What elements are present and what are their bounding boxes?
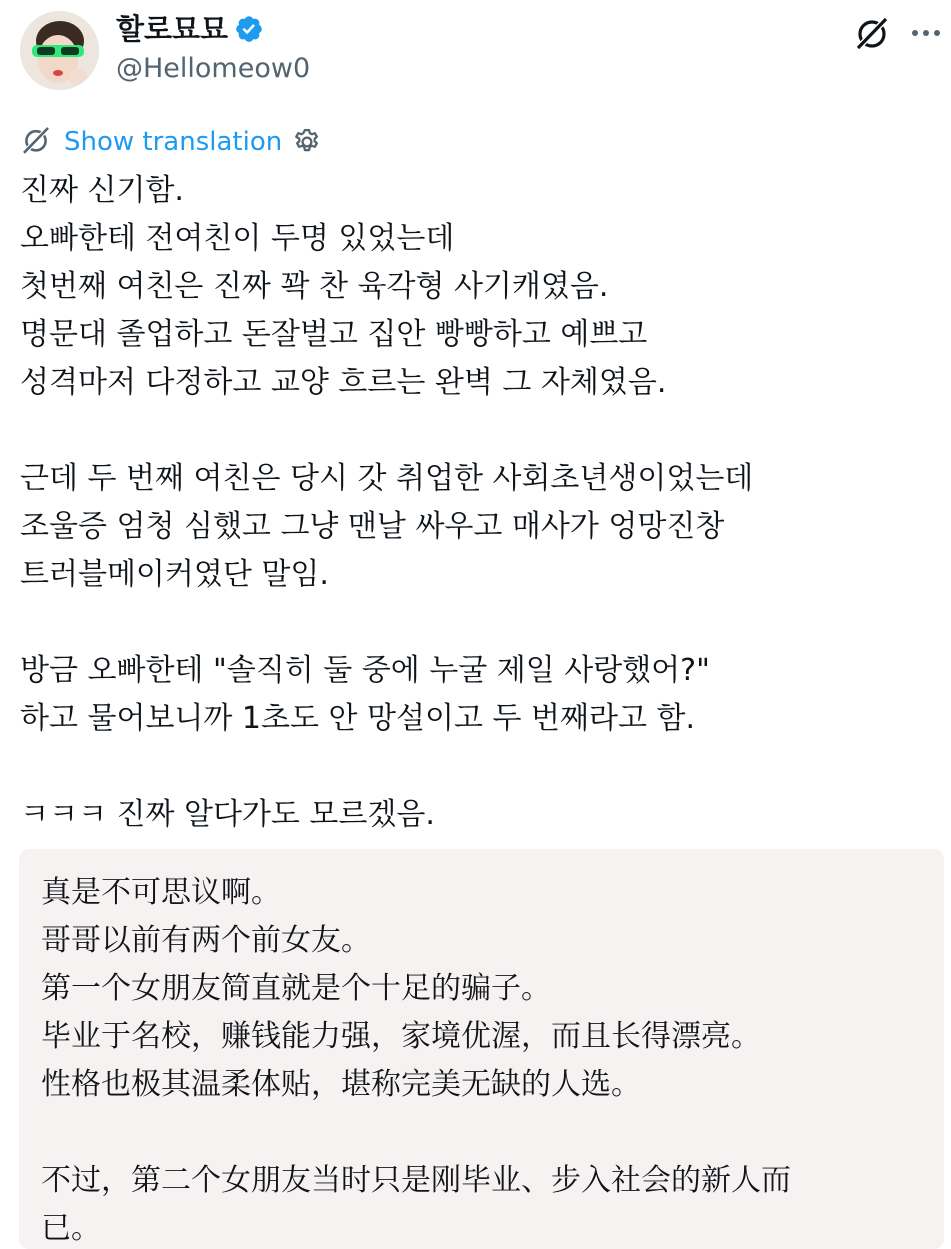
post-text: 진짜 신기함. 오빠한테 전여친이 두명 있었는데 첫번째 여친은 진짜 꽉 찬 육각형 사기캐였음. 명문대 졸업하고 돈잘벌고 집안 빵빵하고 예쁘고 성격마저 다정하고 교양 흐르는 완벽 그 자체였음. 근데 두 번째 여친은 당시 갓 취업한 사회초년생이었는데 조울증 엄청 심했고 그냥 맨날 싸우고 매사가 엉망진창 트러블메이커였단 말임. 방금 오빠한테 "솔직히 둘 중에 누굴 제일 사랑했어?" 하고 물어보니까 1초도 안 망설이고 두 번째라고 함. ㅋㅋㅋ 진짜 알다가도 모르겠음. <box>20 173 754 832</box>
translation-row <box>20 124 322 160</box>
grok-icon <box>20 124 52 160</box>
translated-text: 真是不可思议啊。 哥哥以前有两个前女友。 第一个女朋友简直就是个十足的骗子。 毕业于名校，赚钱能力强，家境优渥，而且长得漂亮。 性格也极其温柔体贴，堪称完美无缺的人选。 不过，第二个女朋友当时只是刚毕业、步入社会的新人而 已。 <box>41 875 791 1246</box>
grok-icon[interactable] <box>852 13 892 53</box>
author-handle[interactable]: @Hellomeow0 <box>116 53 311 84</box>
translation-box <box>19 849 944 1249</box>
gear-icon[interactable] <box>292 127 322 157</box>
display-name[interactable]: 할로묘묘 <box>116 12 229 46</box>
more-icon[interactable] <box>906 13 946 53</box>
avatar-image <box>20 11 99 90</box>
verified-badge-icon[interactable] <box>234 14 264 44</box>
author-name-row <box>116 10 264 48</box>
show-translation-link[interactable]: Show translation <box>64 127 283 157</box>
post-header <box>0 0 951 110</box>
avatar[interactable] <box>20 11 99 90</box>
